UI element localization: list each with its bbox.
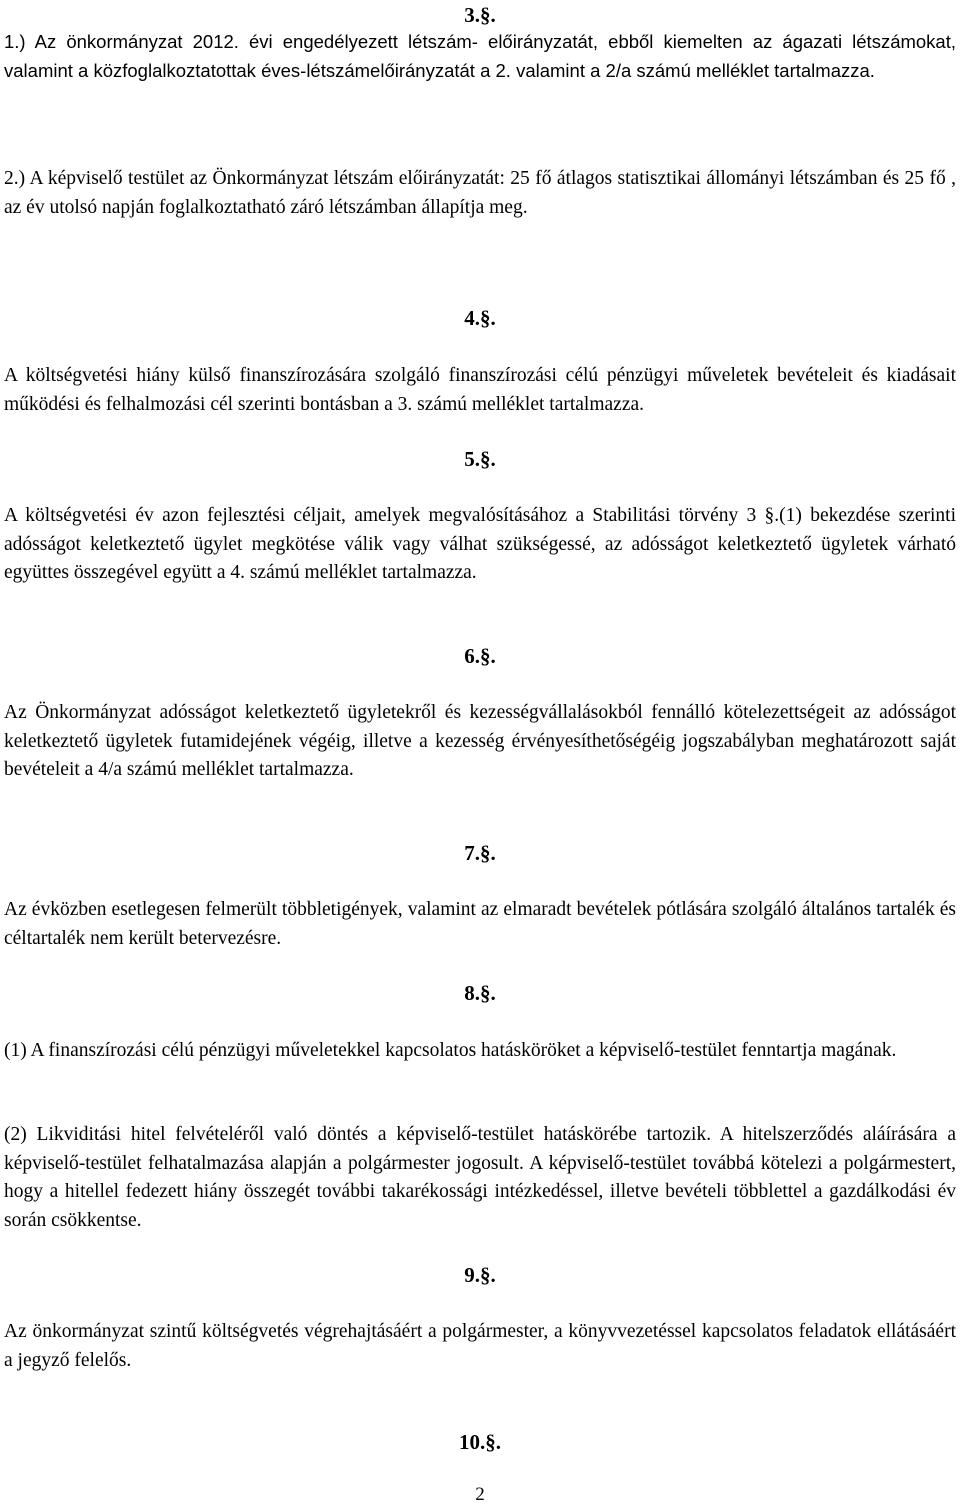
page-number: 2 (475, 1484, 485, 1505)
section-3-paragraph-1: 1.) Az önkormányzat 2012. évi engedélyezett létszám- előirányzatát, ebből kiemelten az ágazati létszámokat, valamint a közfoglalkoztatottak éves-létszámelőirányzatát a 2. valamint a 2/a számú melléklet tartalmazza. (4, 31, 956, 81)
section-6-paragraph-1: Az Önkormányzat adósságot keletkeztető ügyletekről és kezességvállalásokból fennálló kötelezettségeit az adósságot keletkeztető ügyletek futamidejének végéig, illetve a kezesség érvényesíthetőségéig jogszabályban meghatározott saját bevételeit a 4/a számú melléklet tartalmazza. (4, 702, 956, 781)
section-10-heading: 10.§. (459, 1430, 501, 1454)
section-8-paragraph-1: (1) A finanszírozási célú pénzügyi műveletekkel kapcsolatos hatásköröket a képviselő-testület fenntartja magának. (4, 1040, 897, 1061)
section-6-heading: 6.§. (464, 644, 496, 668)
section-7-paragraph-1: Az évközben esetlegesen felmerült többletigények, valamint az elmaradt bevételek pótlására szolgáló általános tartalék és céltartalék nem került betervezésre. (4, 899, 956, 949)
section-5-heading: 5.§. (464, 447, 496, 471)
section-4-heading: 4.§. (464, 306, 496, 330)
section-9-paragraph-1: Az önkormányzat szintű költségvetés végrehajtásáért a polgármester, a könyvvezetéssel kapcsolatos feladatok ellátásáért a jegyző felelős. (4, 1321, 956, 1371)
section-9-heading: 9.§. (464, 1263, 496, 1287)
section-4-paragraph-1: A költségvetési hiány külső finanszírozására szolgáló finanszírozási célú pénzügyi műveletek bevételeit és kiadásait működési és felhalmozási cél szerinti bontásban a 3. számú melléklet tartalmazza. (4, 365, 956, 415)
section-8-paragraph-2: (2) Likviditási hitel felvételéről való döntés a képviselő-testület hatáskörébe tartozik. A hitelszerződés aláírására a képviselő-testület felhatalmazása alapján a polgármester jogosult. A képviselő-testület továbbá kötelezi a polgármestert, hogy a hitellel fedezett hiány összegét további takarékossági intézkedéssel, illetve bevételi többlettel a gazdálkodási év során csökkentse. (4, 1124, 956, 1231)
section-3-paragraph-2: 2.) A képviselő testület az Önkormányzat létszám előirányzatát: 25 fő átlagos statisztikai állományi létszámban és 25 fő , az év utolsó napján foglalkoztatható záró létszámban állapítja meg. (4, 168, 956, 218)
section-3-heading: 3.§. (464, 3, 496, 27)
section-5-paragraph-1: A költségvetési év azon fejlesztési céljait, amelyek megvalósításához a Stabilitási törvény 3 §.(1) bekezdése szerinti adósságot keletkeztető ügylet megkötése válik vagy válhat szükségessé, az adósságot keletkeztető ügyletek várható együttes összegével együtt a 4. számú melléklet tartalmazza. (4, 505, 956, 584)
section-7-heading: 7.§. (464, 841, 496, 865)
section-8-heading: 8.§. (464, 981, 496, 1005)
